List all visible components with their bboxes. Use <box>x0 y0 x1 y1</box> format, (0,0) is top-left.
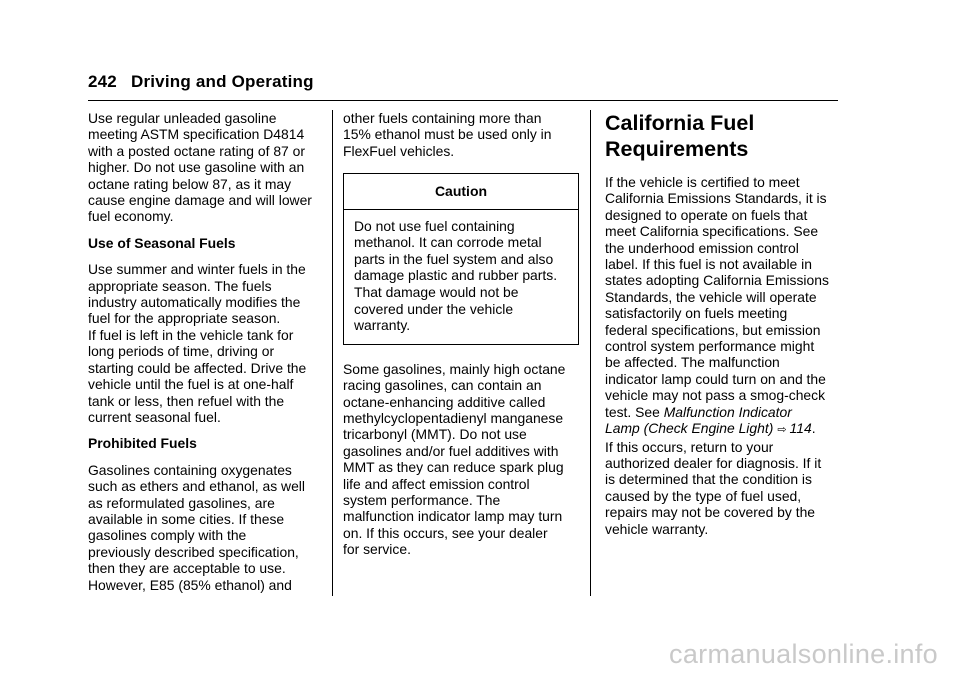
text-line: system performance. The <box>343 492 501 509</box>
text-line: meet California specifications. See <box>605 223 819 240</box>
text-line: MMT as they can reduce spark plug <box>343 459 564 476</box>
california-fuel-paragraph <box>605 174 845 537</box>
text-line: Some gasolines, mainly high octane <box>343 360 566 377</box>
text-line: higher. Do not use gasoline with an <box>88 159 305 176</box>
text-line <box>605 404 845 420</box>
text-line: tank or less, then refuel with the <box>88 392 285 409</box>
ref-prefix: test. See <box>605 403 660 420</box>
text-line: other fuels containing more than <box>343 110 542 126</box>
text-line: satisfactorily on fuels meeting <box>605 305 788 322</box>
text-line: covered under the vehicle <box>354 300 514 317</box>
column-divider <box>590 110 591 596</box>
text-line: methylcyclopentadienyl manganese <box>343 410 564 426</box>
text-line: on. If this occurs, see your dealer <box>343 524 548 541</box>
text-line: vehicle may not pass a smog-check <box>605 387 826 404</box>
text-line: starting could be affected. Drive the <box>88 359 307 376</box>
prohibited-fuels-heading: Prohibited Fuels <box>88 435 197 452</box>
text-line: authorized dealer for diagnosis. If it <box>605 454 822 471</box>
malfunction-indicator-link[interactable]: Malfunction Indicator <box>663 403 792 420</box>
column-2 <box>343 110 579 558</box>
caution-box <box>343 173 579 345</box>
text-line: gasolines and/or fuel additives with <box>343 442 559 459</box>
text-line: 15% ethanol must be used only in <box>343 126 552 143</box>
text-line: states adopting California Emissions <box>605 272 829 289</box>
text-line: California Emissions Standards, it is <box>605 190 827 207</box>
page-number: 242 <box>88 72 117 91</box>
text-line: fuel economy. <box>88 208 174 225</box>
text-line: Do not use fuel containing <box>354 217 515 234</box>
text-line: repairs may not be covered by the <box>605 504 816 521</box>
text-line: be affected. The malfunction <box>605 354 780 371</box>
text-line: octane-enhancing additive called <box>343 393 546 410</box>
flexfuel-paragraph <box>343 110 579 159</box>
caution-text <box>344 210 578 344</box>
prohibited-fuels-paragraph <box>88 462 324 593</box>
text-line: That damage would not be <box>354 284 519 300</box>
text-line: If fuel is left in the vehicle tank for <box>88 326 294 343</box>
text-line: However, E85 (85% ethanol) and <box>88 576 292 593</box>
title-line: Requirements <box>605 137 749 161</box>
text-line: octane rating below 87, as it may <box>88 175 292 192</box>
text-line: damage plastic and rubber parts. <box>354 267 558 284</box>
text-line: designed to operate on fuels that <box>605 206 808 223</box>
text-line: long periods of time, driving or <box>88 343 275 360</box>
text-line: methanol. It can corrode metal <box>354 234 542 251</box>
text-line: is determined that the condition is <box>605 471 812 488</box>
text-line: industry automatically modifies the <box>88 294 301 311</box>
text-line: racing gasolines, can contain an <box>343 377 542 394</box>
text-line: Standards, the vehicle will operate <box>605 288 817 305</box>
column-1 <box>88 110 324 593</box>
section-header-title: Driving and Operating <box>130 72 314 91</box>
text-line <box>605 420 845 438</box>
text-line: warranty. <box>354 317 411 334</box>
text-line: control system performance might <box>605 338 815 355</box>
text-line: available in some cities. If these <box>88 510 285 527</box>
text-line: Use summer and winter fuels in the <box>88 261 306 278</box>
column-3 <box>605 110 845 537</box>
text-line: vehicle warranty. <box>605 520 709 537</box>
text-line: current seasonal fuel. <box>88 408 221 425</box>
check-engine-light-link[interactable]: Lamp (Check Engine Light) <box>605 420 774 437</box>
text-line: malfunction indicator lamp may turn <box>343 508 563 525</box>
text-line: Gasolines containing oxygenates <box>88 461 292 478</box>
text-line: gasolines comply with the <box>88 527 247 544</box>
mmt-paragraph <box>343 361 579 558</box>
text-line: indicator lamp could turn on and the <box>605 370 826 387</box>
seasonal-fuels-paragraph <box>88 261 324 425</box>
watermark-logo: carmanualsonline.info <box>669 639 938 669</box>
caution-title: Caution <box>344 174 578 209</box>
text-line: cause engine damage and will lower <box>88 192 312 209</box>
text-line: federal specifications, but emission <box>605 321 821 338</box>
california-fuel-title <box>605 110 845 162</box>
text-line: life and affect emission control <box>343 475 530 492</box>
ref-period: . <box>811 420 816 437</box>
header-rule <box>88 100 838 101</box>
text-line: with a posted octane rating of 87 or <box>88 142 305 159</box>
text-line: If this occurs, return to your <box>605 438 774 455</box>
text-line: previously described specification, <box>88 543 299 560</box>
text-line: FlexFuel vehicles. <box>343 142 455 159</box>
text-line: for service. <box>343 541 411 558</box>
column-divider <box>332 110 333 596</box>
text-line: such as ethers and ethanol, as well <box>88 478 305 495</box>
page-header <box>88 72 314 92</box>
text-line: then they are acceptable to use. <box>88 560 286 577</box>
fuel-octane-paragraph <box>88 110 324 225</box>
text-line: label. If this fuel is not available in <box>605 256 812 273</box>
text-line: the underhood emission control <box>605 239 799 256</box>
text-line: parts in the fuel system and also <box>354 250 554 267</box>
text-line: vehicle until the fuel is at one-half <box>88 376 294 393</box>
text-line: Use regular unleaded gasoline <box>88 110 277 126</box>
text-line: meeting ASTM specification D4814 <box>88 126 305 143</box>
seasonal-fuels-heading: Use of Seasonal Fuels <box>88 234 236 251</box>
text-line: caused by the type of fuel used, <box>605 487 802 504</box>
text-line: as reformulated gasolines, are <box>88 494 275 511</box>
text-line: appropriate season. The fuels <box>88 277 272 294</box>
text-line: If the vehicle is certified to meet <box>605 174 800 190</box>
text-line: tricarbonyl (MMT). Do not use <box>343 426 527 443</box>
page-ref-number[interactable]: 114 <box>789 420 812 437</box>
text-line: fuel for the appropriate season. <box>88 310 281 327</box>
page-ref-arrow-icon: ⇨ <box>777 424 787 437</box>
title-line: California Fuel <box>605 111 755 135</box>
